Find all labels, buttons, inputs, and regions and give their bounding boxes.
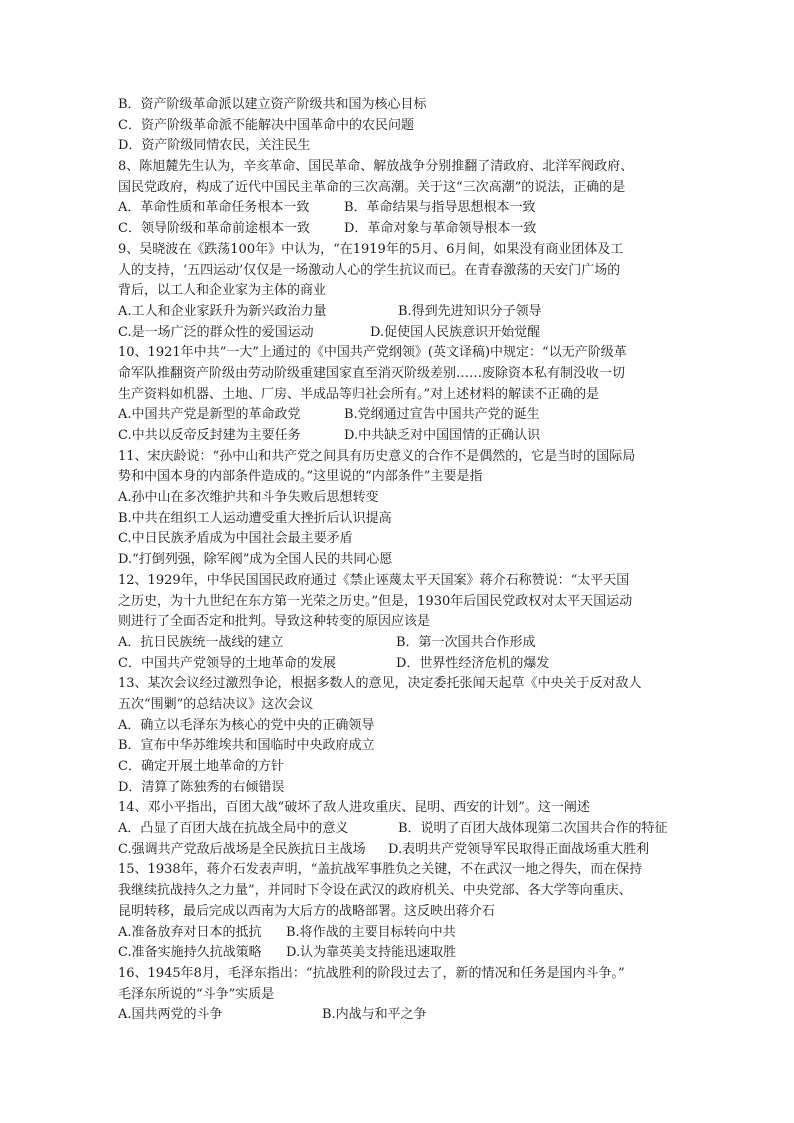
text-line: A.孙中山在多次维护共和斗争失败后思想转变 <box>118 490 379 506</box>
document-page <box>118 95 680 1026</box>
text-line: C．资产阶级革命派不能解决中国革命中的农民问题 <box>118 117 414 133</box>
option-row <box>118 1005 680 1026</box>
option-left: C．中国共产党领导的土地革命的发展 <box>118 655 336 671</box>
text-line: 背后，以工人和企业家为主体的商业 <box>118 283 327 299</box>
option-right: D．世界性经济危机的爆发 <box>396 655 550 671</box>
option-right: D.认为靠英美支持能迅速取胜 <box>286 945 457 961</box>
option-row <box>118 943 680 964</box>
text-line: B．宣布中华苏维埃共和国临时中央政府成立 <box>118 738 375 754</box>
option-left: C.准备实施持久抗战策略 <box>118 945 262 961</box>
option-left: A.中国共产党是新型的革命政党 <box>118 407 301 423</box>
option-right: D.促使国人民族意识开始觉醒 <box>370 324 541 340</box>
option-right: D.中共缺乏对中国国情的正确认识 <box>344 428 541 443</box>
text-line: D．资产阶级同情农民，关注民生 <box>118 138 311 154</box>
text-line: 我继续抗战持久之力量”，并同时下令设在武汉的政府机关、中央党部、各大学等向重庆、 <box>118 883 632 899</box>
text-line: 9、吴晓波在《跌荡100年》中认为，“在1919年的5月、6月间，如果没有商业团体及工 <box>118 241 624 257</box>
option-left: C.中共以反帝反封建为主要任务 <box>118 428 301 443</box>
option-row <box>118 654 680 675</box>
text-line: 人的支持，‘五四运动’仅仅是一场激动人心的学生抗议而已。在青春激荡的天安门广场的 <box>118 262 621 278</box>
option-row <box>118 219 680 240</box>
option-left: A.国共两党的斗争 <box>118 1007 223 1023</box>
text-line: 14、邓小平指出，百团大战“破坏了敌人进攻重庆、昆明、西安的计划”。这一阐述 <box>118 800 590 816</box>
option-row <box>118 198 680 219</box>
text-line: C.中日民族矛盾成为中国社会最主要矛盾 <box>118 531 353 547</box>
text-line: 13、某次会议经过激烈争论，根据多数人的意见，决定委托张闻天起草《中央关于反对敌人 <box>118 676 642 692</box>
text-line: 生产资料如机器、土地、厂房、半成品等归社会所有。”对上述材料的解读不正确的是 <box>118 386 600 402</box>
text-line: D.“打倒列强，除军阀”成为全国人民的共同心愿 <box>118 552 393 568</box>
option-left: C.强调共产党敌后战场是全民族抗日主战场 <box>118 841 366 857</box>
text-line: A．确立以毛泽东为核心的党中央的正确领导 <box>118 717 375 733</box>
option-row <box>118 302 680 323</box>
option-left: C．领导阶级和革命前途根本一致 <box>118 221 310 237</box>
text-line: 12、1929年，中华民国国民政府通过《禁止诬蔑太平天国案》蒋介石称赞说：“太平天国 <box>118 572 630 588</box>
text-line: 10、1921年中共“一大”上通过的《中国共产党纲领》(英文译稿)中规定：“以无产阶级革 <box>118 345 627 361</box>
text-line: 昆明转移，最后完成以西南为大后方的战略部署。这反映出蒋介石 <box>118 903 496 919</box>
text-line: 8、陈旭麓先生认为，辛亥革命、国民革命、解放战争分别推翻了清政府、北洋军阀政府、 <box>118 159 634 175</box>
text-line: 之历史，为十九世纪在东方第一光荣之历史。”但是，1930年后国民党政权对太平天国运动 <box>118 593 633 609</box>
text-line: 16、1945年8月，毛泽东指出：“抗战胜利的阶段过去了，新的情况和任务是国内斗争。” <box>118 965 625 981</box>
option-left: A．凸显了百团大战在抗战全局中的意义 <box>118 821 349 837</box>
option-left: A.准备放弃对日本的抵抗 <box>118 924 262 940</box>
text-line: 毛泽东所说的“斗争”实质是 <box>118 986 275 1002</box>
option-right: B．第一次国共合作形成 <box>396 634 536 650</box>
option-row <box>118 323 680 344</box>
text-line: 国民党政府，构成了近代中国民主革命的三次高潮。关于这“三次高潮”的说法，正确的是 <box>118 179 626 195</box>
text-line: 势和中国本身的内部条件造成的。”这里说的“内部条件”主要是指 <box>118 469 483 485</box>
text-line: B.中共在组织工人运动遭受重大挫折后认识提高 <box>118 510 392 526</box>
text-line: 命军队推翻资产阶级由劳动阶级重建国家直至消灭阶级差别……废除资本私有制没收一切 <box>118 365 626 381</box>
option-left: A．抗日民族统一战线的建立 <box>118 634 284 650</box>
option-row <box>118 840 680 861</box>
option-right: D．革命对象与革命领导根本一致 <box>344 221 537 237</box>
text-line: 11、宋庆龄说：“孙中山和共产党之间具有历史意义的合作不是偶然的，它是当时的国际局 <box>118 448 636 464</box>
option-row <box>118 426 680 447</box>
option-row <box>118 819 680 840</box>
text-line: 五次“围剿”的总结决议》这次会议 <box>118 696 314 712</box>
option-right: B．说明了百团大战体现第二次国共合作的特征 <box>398 821 668 837</box>
option-left: A．革命性质和革命任务根本一致 <box>118 200 310 216</box>
option-right: B．革命结果与指导思想根本一致 <box>344 200 536 216</box>
option-row <box>118 633 680 654</box>
text-line: 15、1938年，蒋介石发表声明，“盖抗战军事胜负之关键，不在武汉一地之得失，而在保持 <box>118 862 643 878</box>
option-left: C.是一场广泛的群众性的爱国运动 <box>118 324 314 340</box>
option-right: B.内战与和平之争 <box>322 1007 427 1023</box>
text-line: B．资产阶级革命派以建立资产阶级共和国为核心目标 <box>118 97 427 112</box>
option-right: B.得到先进知识分子领导 <box>398 303 542 319</box>
option-row <box>118 923 680 944</box>
option-left: A.工人和企业家跃升为新兴政治力量 <box>118 303 327 319</box>
option-right: B.将作战的主要目标转向中共 <box>286 924 456 940</box>
text-line: 则进行了全面否定和批判。导致这种转变的原因应该是 <box>118 614 431 630</box>
option-right: D.表明共产党领导军民取得正面战场重大胜利 <box>388 841 650 857</box>
option-right: B.党纲通过宣告中国共产党的诞生 <box>344 407 540 423</box>
text-line: C．确定开展土地革命的方针 <box>118 759 284 774</box>
text-line: D．清算了陈独秀的右倾错误 <box>118 779 285 795</box>
option-row <box>118 405 680 426</box>
